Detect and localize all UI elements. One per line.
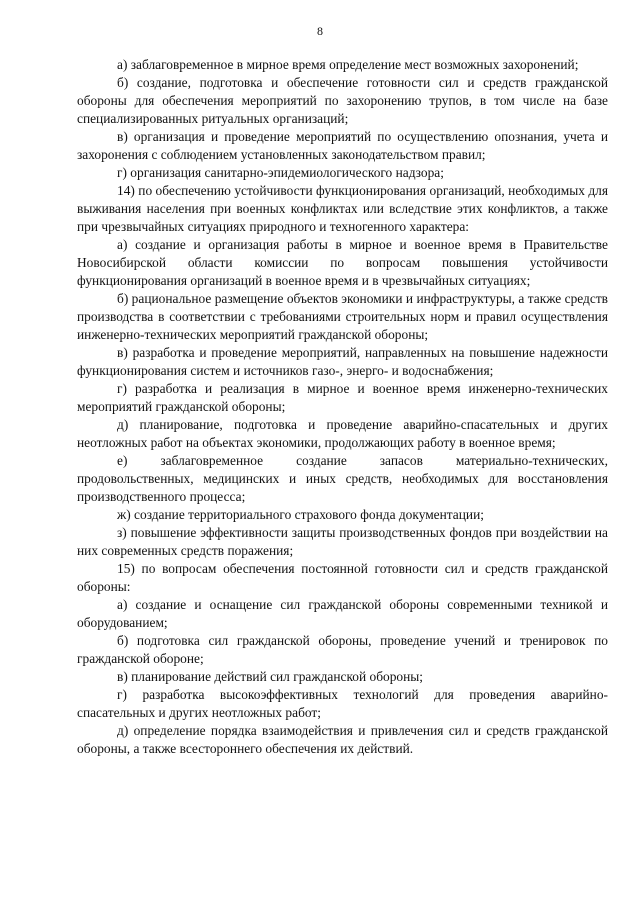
paragraph: д) определение порядка взаимодействия и привлечения сил и средств гражданской обороны, а также всестороннего обеспечения их действий. <box>77 723 608 756</box>
page-number: 8 <box>317 24 323 38</box>
paragraph: а) создание и организация работы в мирное и военное время в Правительстве Новосибирской области комиссии по вопросам повышения устойчивости функционирования организаций в военное время и в чрезвычайных ситуациях; <box>77 237 608 288</box>
paragraph: в) организация и проведение мероприятий по осуществлению опознания, учета и захоронения с соблюдением установленных законодательством правил; <box>77 129 608 162</box>
paragraph: з) повышение эффективности защиты производственных фондов при воздействии на них современных средств поражения; <box>77 525 608 558</box>
paragraph: 14) по обеспечению устойчивости функционирования организаций, необходимых для выживания населения при военных конфликтах или вследствие этих конфликтов, а также при чрезвычайных ситуациях природного и техногенного характера: <box>77 183 608 234</box>
paragraph: ж) создание территориального страхового фонда документации; <box>117 507 484 522</box>
document-body <box>77 56 608 758</box>
paragraph: б) создание, подготовка и обеспечение готовности сил и средств гражданской обороны для обеспечения мероприятий по захоронению трупов, в том числе на базе специализированных ритуальных организаций; <box>77 75 608 126</box>
paragraph: в) планирование действий сил гражданской обороны; <box>117 669 423 684</box>
paragraph: г) разработка высокоэффективных технологий для проведения аварийно-спасательных и других неотложных работ; <box>77 687 608 720</box>
paragraph: б) подготовка сил гражданской обороны, проведение учений и тренировок по гражданской обороне; <box>77 633 608 666</box>
paragraph: б) рациональное размещение объектов экономики и инфраструктуры, а также средств производства в соответствии с требованиями строительных норм и правил осуществления инженерно-технических мероприятий гражданской обороны; <box>77 291 608 342</box>
paragraph: 15) по вопросам обеспечения постоянной готовности сил и средств гражданской обороны: <box>77 561 608 594</box>
paragraph: г) организация санитарно-эпидемиологического надзора; <box>117 165 444 180</box>
paragraph: г) разработка и реализация в мирное и военное время инженерно-технических мероприятий гражданской обороны; <box>77 381 608 414</box>
paragraph: в) разработка и проведение мероприятий, направленных на повышение надежности функционирования систем и источников газо-, энерго- и водоснабжения; <box>77 345 608 378</box>
paragraph: д) планирование, подготовка и проведение аварийно-спасательных и других неотложных работ на объектах экономики, продолжающих работу в военное время; <box>77 417 608 450</box>
paragraph: а) заблаговременное в мирное время определение мест возможных захоронений; <box>117 57 579 72</box>
paragraph: а) создание и оснащение сил гражданской обороны современными техникой и оборудованием; <box>77 597 608 630</box>
paragraph: е) заблаговременное создание запасов материально-технических, продовольственных, медицинских и иных средств, необходимых для восстановления производственного процесса; <box>77 453 608 504</box>
